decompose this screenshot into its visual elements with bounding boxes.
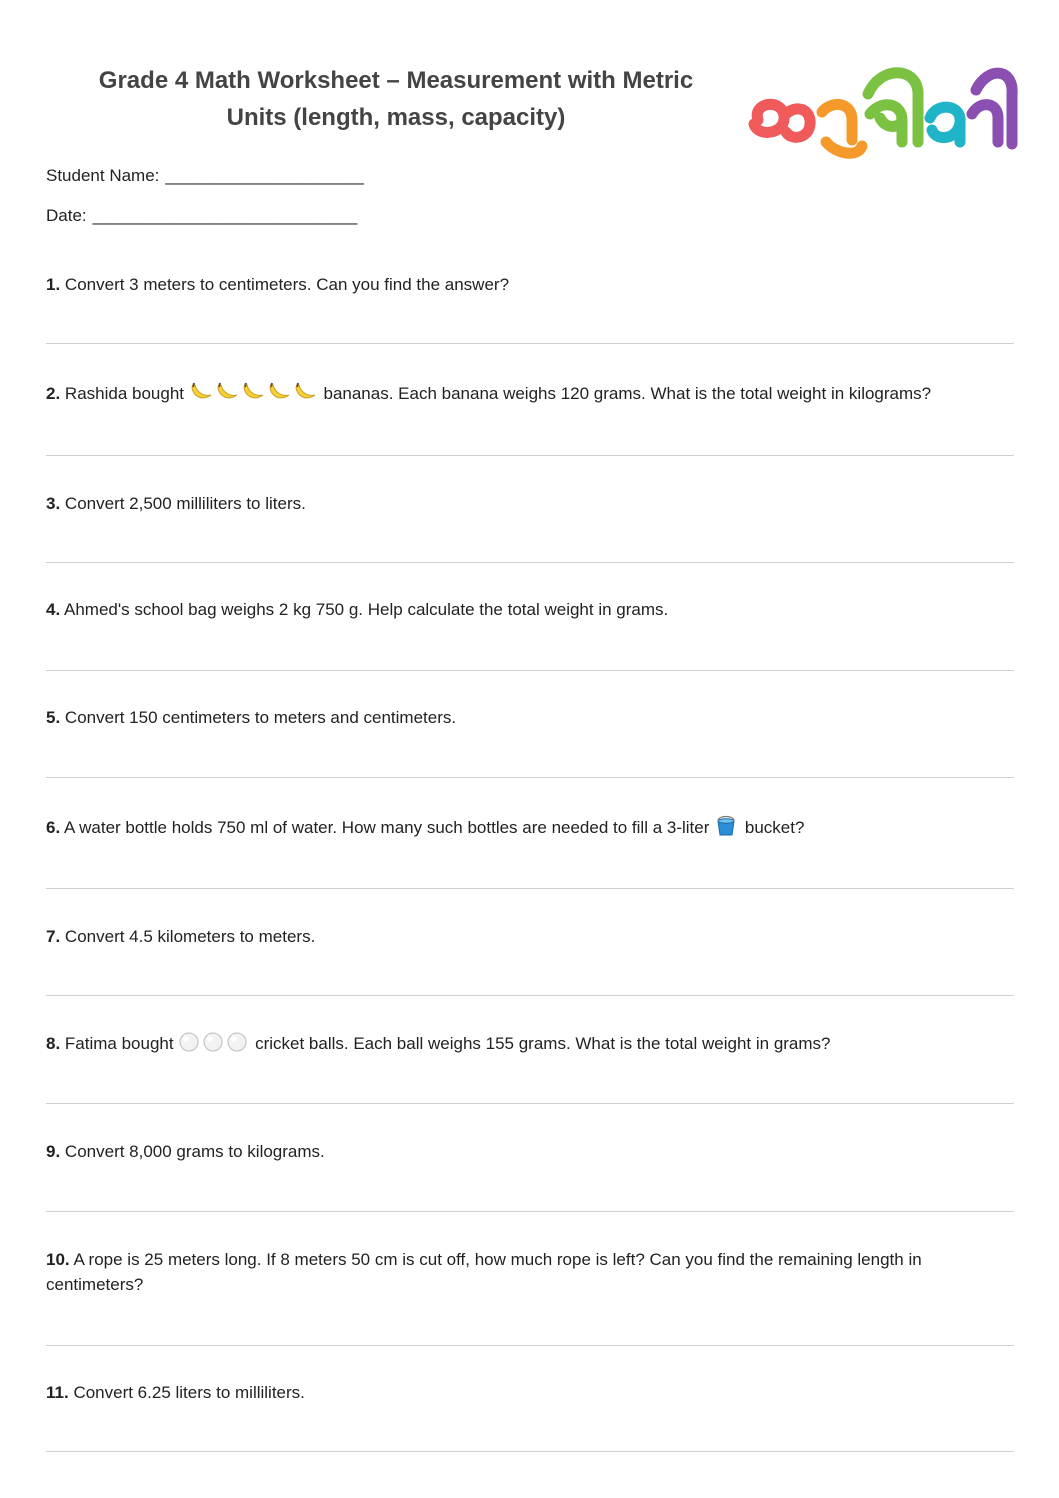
date-blank[interactable]: ____________________________	[92, 206, 358, 225]
question-8	[46, 1031, 1014, 1060]
question-5	[46, 705, 1014, 730]
answer-line-4[interactable]	[46, 670, 1014, 671]
date-field[interactable]	[46, 206, 357, 226]
answer-line-3[interactable]	[46, 562, 1014, 563]
cricket-ball-icons	[178, 1031, 250, 1060]
question-6	[46, 815, 1014, 844]
date-label: Date:	[46, 206, 87, 225]
answer-line-10[interactable]	[46, 1345, 1014, 1346]
cricket-ball-icon	[226, 1031, 248, 1053]
question-10	[46, 1247, 1014, 1297]
answer-line-2[interactable]	[46, 455, 1014, 456]
question-text: Convert 8,000 grams to kilograms.	[64, 1142, 325, 1161]
answer-line-7[interactable]	[46, 995, 1014, 996]
banana-icon	[293, 381, 317, 403]
question-text: Ahmed's school bag weighs 2 kg 750 g. Help calculate the total weight in grams.	[63, 600, 669, 619]
answer-line-11[interactable]	[46, 1451, 1014, 1452]
question-3	[46, 491, 1014, 516]
question-9	[46, 1139, 1014, 1164]
question-text: Convert 150 centimeters to meters and centimeters.	[64, 708, 457, 727]
question-text: Convert 4.5 kilometers to meters.	[64, 927, 316, 946]
question-1	[46, 272, 1014, 297]
worksheet-title	[46, 62, 746, 136]
anushiloni-logo	[740, 58, 1020, 173]
question-11	[46, 1380, 1014, 1405]
banana-icons	[189, 381, 319, 410]
question-text-before: A water bottle holds 750 ml of water. How many such bottles are needed to fill a 3-liter	[63, 818, 710, 837]
question-text: A rope is 25 meters long. If 8 meters 50 cm is cut off, how much rope is left? Can you find the remaining length in centimeters?	[46, 1250, 922, 1294]
question-number: 8.	[46, 1034, 61, 1053]
question-number: 10.	[46, 1250, 70, 1269]
banana-icon	[267, 381, 291, 403]
question-text-after: bucket?	[744, 818, 805, 837]
question-number: 3.	[46, 494, 61, 513]
question-text-before: Rashida bought	[64, 384, 185, 403]
answer-line-8[interactable]	[46, 1103, 1014, 1104]
question-7	[46, 924, 1014, 949]
question-4	[46, 597, 1014, 622]
student-name-label: Student Name:	[46, 166, 160, 185]
cricket-ball-icon	[178, 1031, 200, 1053]
banana-icon	[189, 381, 213, 403]
question-number: 2.	[46, 384, 61, 403]
question-2	[46, 381, 1014, 410]
question-number: 7.	[46, 927, 61, 946]
question-text: Convert 2,500 milliliters to liters.	[64, 494, 306, 513]
title-line-2: Units (length, mass, capacity)	[226, 104, 566, 131]
student-name-blank[interactable]: _____________________	[165, 166, 364, 185]
question-number: 4.	[46, 600, 61, 619]
question-text: Convert 6.25 liters to milliliters.	[73, 1383, 305, 1402]
banana-icon	[241, 381, 265, 403]
question-number: 11.	[46, 1383, 69, 1402]
bucket-icon	[714, 815, 738, 837]
question-number: 9.	[46, 1142, 61, 1161]
bucket-icons	[714, 815, 740, 844]
question-text-before: Fatima bought	[64, 1034, 174, 1053]
question-number: 6.	[46, 818, 61, 837]
cricket-ball-icon	[202, 1031, 224, 1053]
answer-line-6[interactable]	[46, 888, 1014, 889]
question-number: 1.	[46, 275, 61, 294]
student-name-field[interactable]	[46, 166, 364, 186]
answer-line-9[interactable]	[46, 1211, 1014, 1212]
banana-icon	[215, 381, 239, 403]
question-text-after: bananas. Each banana weighs 120 grams. What is the total weight in kilograms?	[323, 384, 932, 403]
question-text-after: cricket balls. Each ball weighs 155 grams. What is the total weight in grams?	[255, 1034, 831, 1053]
answer-line-1[interactable]	[46, 343, 1014, 344]
answer-line-5[interactable]	[46, 777, 1014, 778]
title-line-1: Grade 4 Math Worksheet – Measurement with Metric	[98, 67, 694, 94]
question-text: Convert 3 meters to centimeters. Can you find the answer?	[64, 275, 510, 294]
question-number: 5.	[46, 708, 61, 727]
